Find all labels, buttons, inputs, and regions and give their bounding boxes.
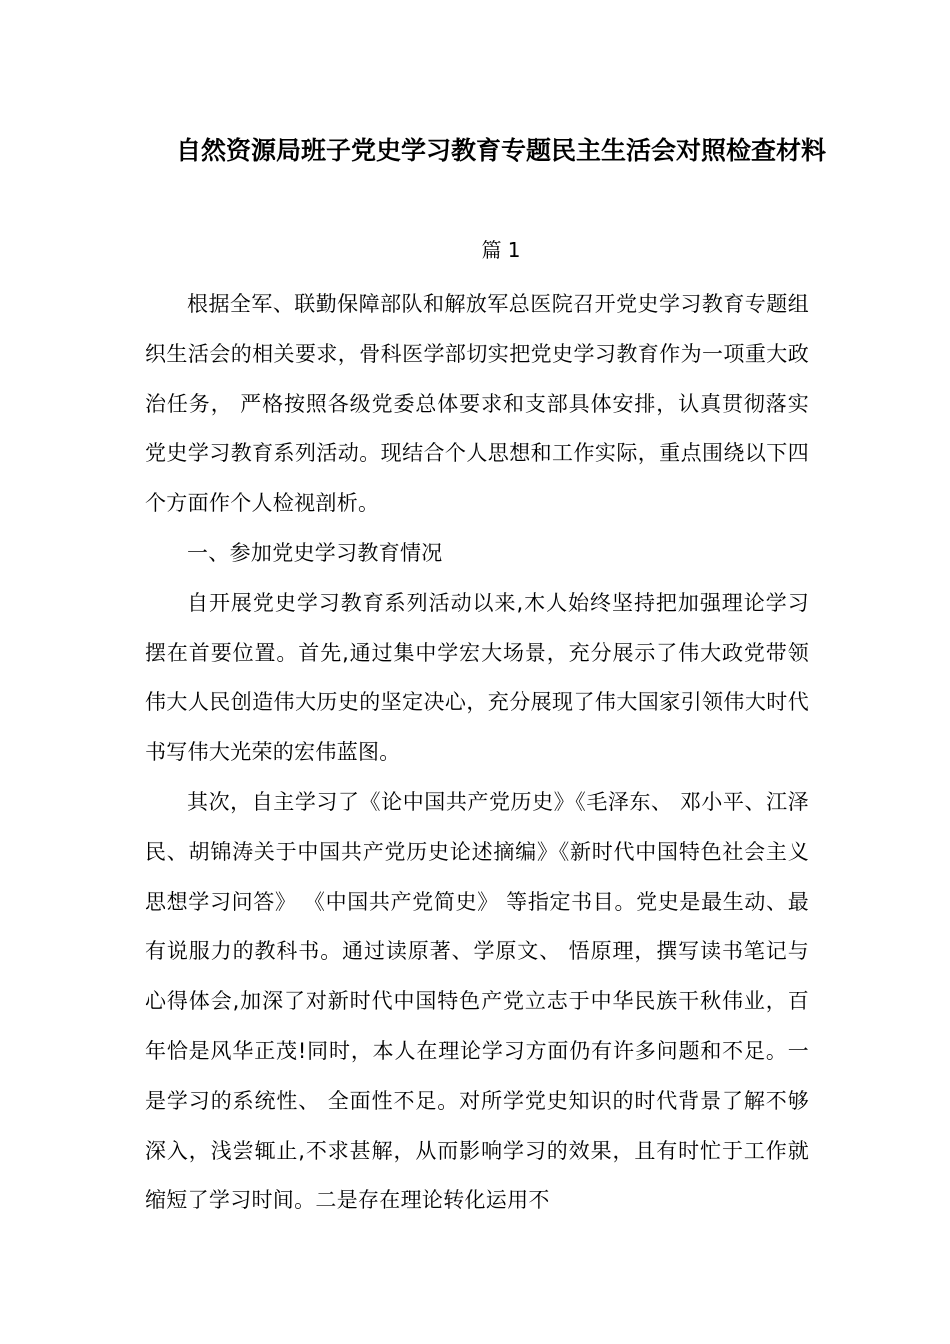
paragraph-intro: 根据全军、联勤保障部队和解放军总医院召开党史学习教育专题组织生活会的相关要求，骨科医学部切实把党史学习教育作为一项重大政治任务， 严格按照各级党委总体要求和支部具体安排，认真贯彻落实党史学习教育系列活动。现结合个人思想和工作实际，重点围绕以下四个方面作个人检视剖析。 <box>145 292 809 516</box>
paragraph-study: 自开展党史学习教育系列活动以来,木人始终坚持把加强理论学习摆在首要位置。首先,通过集中学宏大场景，充分展示了伟大政党带领伟大人民创造伟大历史的坚定决心，充分展现了伟大国家引领伟大时代书写伟大光荣的宏伟蓝图。 <box>145 590 809 765</box>
document-title: 自然资源局班子党史学习教育专题民主生活会对照检查材料 <box>175 136 826 165</box>
section-heading: 一、参加党史学习教育情况 <box>187 540 443 565</box>
paragraph-reading: 其次，自主学习了《论中国共产党历史》《毛泽东、 邓小平、江泽民、胡锦涛关于中国共产党历史论述摘编》《新时代中国特色社会主义思想学习问答》 《中国共产党简史》 等指定书目。党史是最生动、最有说服力的教科书。通过读原著、学原文、 悟原理，撰写读书笔记与心得体会,加深了对新时代中国特色产党立志于中华民族干秋伟业，百年恰是风华正茂!同时，本人在理论学习方面仍有许多问题和不足。一是学习的系统性、 全面性不足。对所学党史知识的时代背景了解不够深入，浅尝辄止,不求甚解，从而影响学习的效果，且有时忙于工作就缩短了学习时间。二是存在理论转化运用不 <box>145 789 809 1213</box>
document-body <box>145 280 809 1226</box>
section-label: 篇 1 <box>481 238 521 262</box>
